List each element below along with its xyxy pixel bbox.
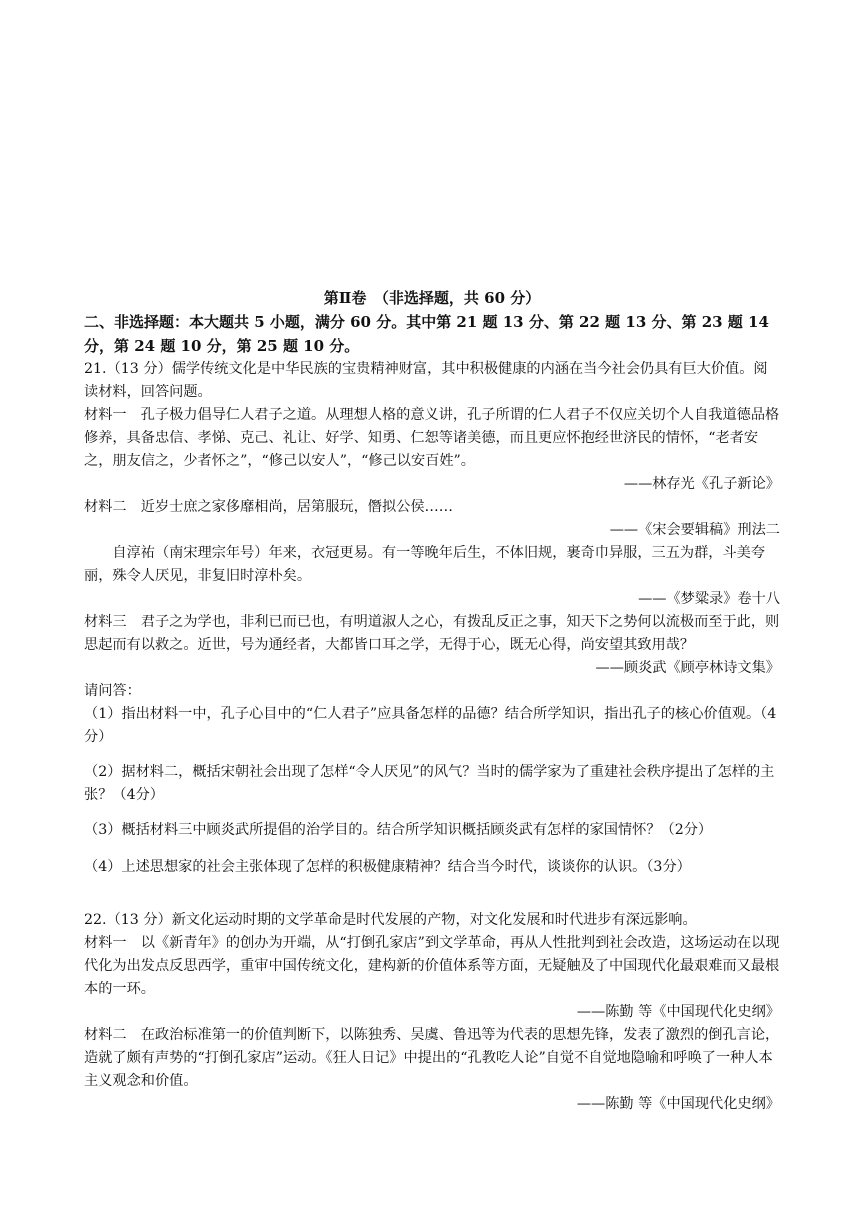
q21-material-2b-source: ——《梦粱录》卷十八 xyxy=(638,591,780,607)
q21-ask: 请问答： xyxy=(84,683,141,699)
exam-page xyxy=(84,286,780,1116)
q21-sub-1: （1）指出材料一中，孔子心目中的“仁人君子”应具备怎样的品德？结合所学知识，指出孔子的核心价值观。（4分） xyxy=(84,706,777,745)
paper-title: 第Ⅱ卷 （非选择题，共 60 分） xyxy=(323,289,541,307)
q22-material-2 xyxy=(84,1024,780,1093)
q21-sub-4: （4）上述思想家的社会主张体现了怎样的积极健康精神？结合当今时代，谈谈你的认识。（3分） xyxy=(84,859,691,875)
material-label: 材料三 xyxy=(84,614,127,630)
q21-material-2b: 自淳祐（南宋理宗年号）年来，衣冠更易。有一等晚年后生，不体旧规，裹奇巾异服，三五为群，斗美夸丽，殊令人厌见，非复旧时淳朴矣。 xyxy=(84,545,766,584)
q22-intro: 22.（13 分）新文化运动时期的文学革命是时代发展的产物，对文化发展和时代进步有深远影响。 xyxy=(84,912,697,928)
q21-sub-2: （2）据材料二，概括宋朝社会出现了怎样“令人厌见”的风气？当时的儒学家为了重建社会秩序提出了怎样的主张？（4分） xyxy=(84,764,775,803)
material-label: 材料二 xyxy=(84,1027,127,1043)
material-label: 材料一 xyxy=(84,935,127,951)
q22-material-2-source: ——陈勤 等《中国现代化史纲》 xyxy=(576,1096,780,1112)
q21-material-2-source: ——《宋会要辑稿》刑法二 xyxy=(609,522,780,538)
material-text: 以《新青年》的创办为开端，从“打倒孔家店”到文学革命，再从人性批判到社会改造，这场运动在以现代化为出发点反思西学，重审中国传统文化，建构新的价值体系等方面，无疑触及了中国现代化最艰难而又最根本的一环。 xyxy=(84,935,780,997)
material-text: 在政治标准第一的价值判断下，以陈独秀、吴虞、鲁迅等为代表的思想先锋，发表了激烈的倒孔言论，造就了颇有声势的“打倒孔家店”运动。《狂人日记》中提出的“孔教吃人论”自觉不自觉地隐喻和呼唤了一种人本主义观念和价值。 xyxy=(84,1027,780,1089)
q21-material-2 xyxy=(84,496,780,519)
section-heading: 二、非选择题：本大题共 5 小题，满分 60 分。其中第 21 题 13 分、第 22 题 13 分、第 23 题 14 分，第 24 题 10 分，第 25 题 10 分。 xyxy=(84,313,769,355)
q21-intro: 21.（13 分）儒学传统文化是中华民族的宝贵精神财富，其中积极健康的内涵在当今社会仍具有巨大价值。阅读材料，回答问题。 xyxy=(84,361,768,400)
material-text: 君子之为学也，非利已而已也，有明道淑人之心，有拨乱反正之事，知天下之势何以流极而至于此，则思起而有以救之。近世，号为通经者，大都皆口耳之学，无得于心，既无心得，尚安望其致用哉？ xyxy=(84,614,780,653)
q22-material-1-source: ——陈勤 等《中国现代化史纲》 xyxy=(576,1004,780,1020)
q21-material-1 xyxy=(84,404,780,473)
material-text: 近岁士庶之家侈靡相尚，居第服玩，僭拟公侯…… xyxy=(140,499,453,515)
q22-material-1 xyxy=(84,932,780,1001)
question-21 xyxy=(84,358,780,879)
question-22 xyxy=(84,909,780,1116)
material-label: 材料一 xyxy=(84,407,127,423)
q21-material-3 xyxy=(84,611,780,657)
q21-material-1-source: ——林存光《孔子新论》 xyxy=(623,476,780,492)
material-label: 材料二 xyxy=(84,499,127,515)
q21-sub-3: （3）概括材料三中顾炎武所提倡的治学目的。结合所学知识概括顾炎武有怎样的家国情怀？（2分） xyxy=(84,822,713,838)
q21-material-3-source: ——顾炎武《顾亭林诗文集》 xyxy=(595,660,780,676)
material-text: 孔子极力倡导仁人君子之道。从理想人格的意义讲，孔子所谓的仁人君子不仅应关切个人自我道德品格修养，具备忠信、孝悌、克己、礼让、好学、知勇、仁恕等诸美德，而且更应怀抱经世济民的情怀，“老者安之，朋友信之，少者怀之”，“修己以安人”，“修己以安百姓”。 xyxy=(84,407,780,469)
